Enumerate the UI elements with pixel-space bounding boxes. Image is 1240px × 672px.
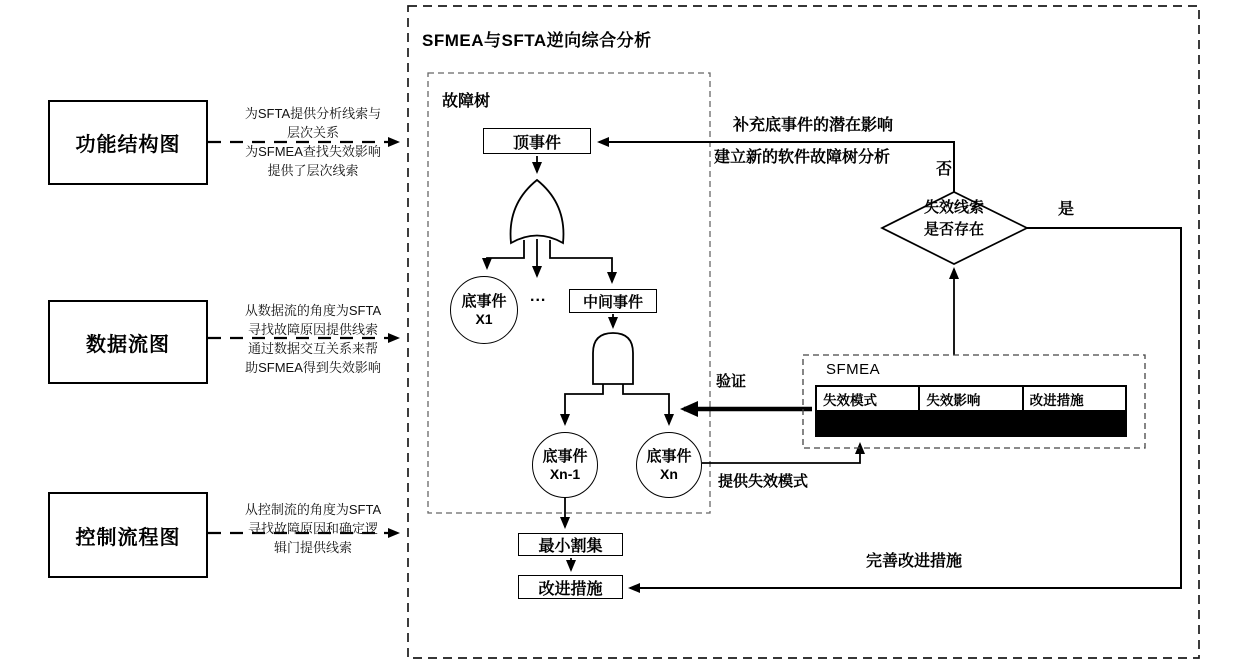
decision-diamond-text xyxy=(899,197,1009,241)
control-flow-annotation xyxy=(215,500,411,557)
data-flow-annotation xyxy=(215,301,411,377)
annotation-line: 从控制流的角度为SFTA xyxy=(244,502,382,517)
annotation-line: 助SFMEA得到失效影响 xyxy=(245,360,381,375)
supplement-label-line1: 补充底事件的潜在影响 xyxy=(733,117,894,134)
verify-label: 验证 xyxy=(716,373,747,390)
intermediate-event-box xyxy=(569,289,657,313)
basic-event-xn1-id: Xn-1 xyxy=(549,465,581,482)
annotation-line: 通过数据交互关系来帮 xyxy=(247,341,378,356)
sfmea-panel-label: SFMEA xyxy=(826,361,881,378)
annotation-line: 寻找故障原因提供线索 xyxy=(247,322,378,337)
basic-event-x1-circle xyxy=(450,276,518,344)
annotation-line: 从数据流的角度为SFTA xyxy=(244,303,382,318)
provide-failure-mode-label: 提供失效模式 xyxy=(718,473,809,490)
edge-and-to-xn xyxy=(623,384,669,424)
basic-event-xn-circle xyxy=(636,432,702,498)
and-gate xyxy=(593,333,633,384)
edge-and-to-xn1 xyxy=(565,384,603,424)
sfmea-table xyxy=(815,385,1127,437)
top-event-label: 顶事件 xyxy=(512,134,561,152)
sfmea-header-improvement: 改进措施 xyxy=(1023,386,1126,411)
annotation-line: 提供了层次线索 xyxy=(267,163,359,178)
diagram-title: SFMEA与SFTA逆向综合分析 xyxy=(422,31,652,50)
basic-event-xn1-circle xyxy=(532,432,598,498)
data-flow-label: 数据流图 xyxy=(86,333,170,356)
annotation-line: 辑门提供线索 xyxy=(273,540,352,555)
improvement-measures-box xyxy=(518,575,623,599)
sfmea-header-failure-effect: 失效影响 xyxy=(919,386,1022,411)
or-gate xyxy=(511,180,564,243)
sfmea-filled-cell xyxy=(816,411,1126,436)
decision-line2: 是否存在 xyxy=(923,221,984,238)
yes-label: 是 xyxy=(1058,201,1075,218)
control-flow-label: 控制流程图 xyxy=(75,526,181,549)
data-flow-box xyxy=(48,300,208,384)
fault-tree-label: 故障树 xyxy=(442,93,491,110)
sfmea-data-row xyxy=(816,411,1126,436)
edge-or-to-x1 xyxy=(487,240,524,268)
intermediate-event-label: 中间事件 xyxy=(582,293,643,311)
func-structure-box xyxy=(48,100,208,185)
func-structure-annotation xyxy=(215,104,411,180)
sfmea-header-row xyxy=(816,386,1126,411)
annotation-line: 层次关系 xyxy=(286,125,339,140)
basic-event-xn-title: 底事件 xyxy=(646,448,692,466)
basic-event-x1-title: 底事件 xyxy=(461,293,507,311)
basic-event-xn1-title: 底事件 xyxy=(542,448,588,466)
improvement-measures-label: 改进措施 xyxy=(538,580,603,598)
improve-measures-label: 完善改进措施 xyxy=(866,553,963,570)
min-cut-set-label: 最小割集 xyxy=(538,538,603,555)
supplement-label-line2: 建立新的软件故障树分析 xyxy=(714,149,891,166)
basic-event-x1-id: X1 xyxy=(475,310,493,327)
edge-provide-failure-mode xyxy=(702,444,860,463)
func-structure-label: 功能结构图 xyxy=(75,134,181,156)
edge-or-to-intermediate xyxy=(550,240,612,282)
min-cut-set-box xyxy=(518,533,623,556)
decision-line1: 失效线索 xyxy=(923,199,984,216)
top-event-box xyxy=(483,128,591,154)
outer-dashed-boundary xyxy=(408,6,1199,658)
ellipsis-dots: ... xyxy=(530,288,547,305)
basic-event-xn-id: Xn xyxy=(660,465,678,482)
no-label: 否 xyxy=(936,161,953,178)
sfmea-header-failure-mode: 失效模式 xyxy=(816,386,919,411)
annotation-line: 寻找故障原因和确定逻 xyxy=(247,521,378,536)
annotation-line: 为SFTA提供分析线索与 xyxy=(244,106,382,121)
control-flow-box xyxy=(48,492,208,578)
annotation-line: 为SFMEA查找失效影响 xyxy=(245,144,381,159)
